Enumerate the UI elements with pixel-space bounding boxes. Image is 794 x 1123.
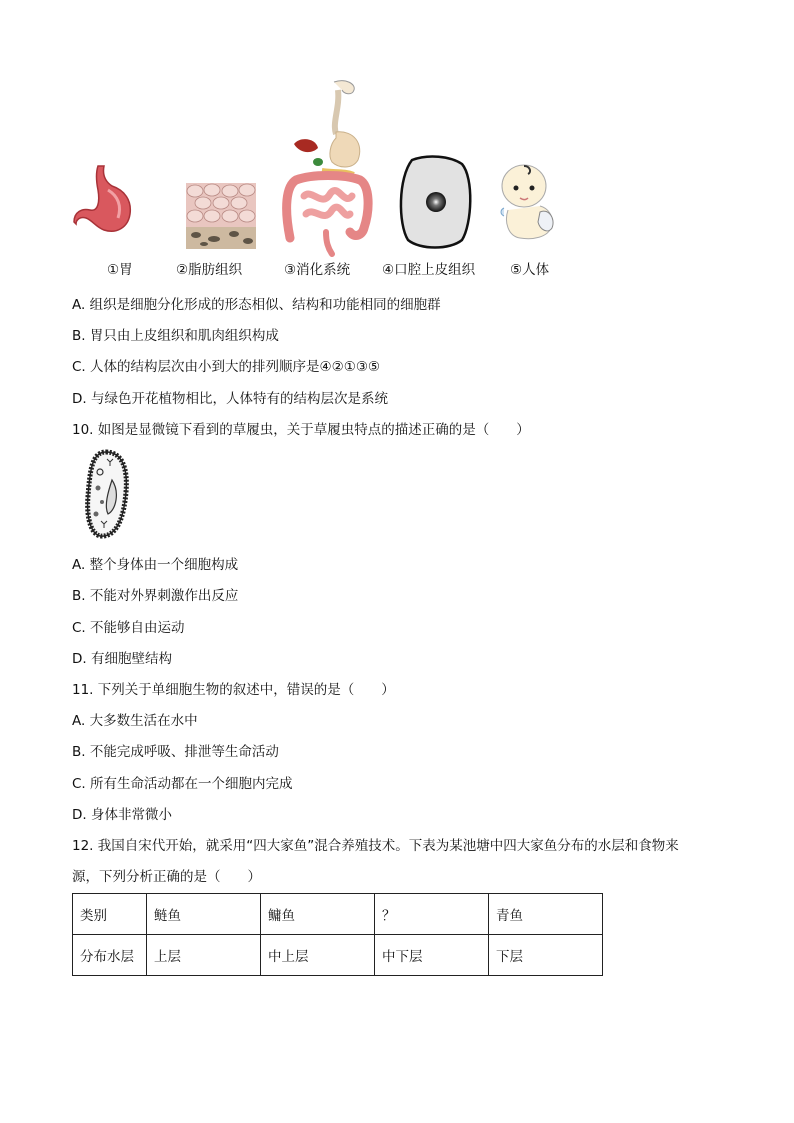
table-row	[73, 935, 603, 976]
q11-option-b: B. 不能完成呼吸、排泄等生命活动	[72, 744, 279, 760]
epithelial-cell-image	[398, 154, 474, 250]
table-cell: 上层	[147, 935, 261, 976]
q9-option-b: B. 胃只由上皮组织和肌肉组织构成	[72, 328, 279, 344]
digestive-system-image	[282, 78, 374, 258]
q12-stem-line1: 12. 我国自宋代开始，就采用“四大家鱼”混合养殖技术。下表为某池塘中四大家鱼分布的水层和食物来	[72, 838, 679, 854]
table-cell: 鳙鱼	[261, 894, 375, 935]
figure-label-digestive-system: ③消化系统	[284, 262, 351, 278]
table-cell: 青鱼	[489, 894, 603, 935]
figure-label-human-body: ⑤人体	[510, 262, 550, 278]
q11-option-d: D. 身体非常微小	[72, 807, 172, 823]
figure-label-epithelial-tissue: ④口腔上皮组织	[382, 262, 476, 278]
figure-label-adipose-tissue: ②脂肪组织	[176, 262, 243, 278]
q10-option-b: B. 不能对外界刺激作出反应	[72, 588, 239, 604]
paramecium-image	[82, 448, 132, 542]
q10-option-a: A. 整个身体由一个细胞构成	[72, 557, 239, 573]
q9-option-c: C. 人体的结构层次由小到大的排列顺序是④②①③⑤	[72, 359, 381, 375]
table-cell: 分布水层	[73, 935, 147, 976]
q9-option-d: D. 与绿色开花植物相比，人体特有的结构层次是系统	[72, 391, 388, 407]
human-body-image	[498, 162, 560, 242]
table-cell: 中上层	[261, 935, 375, 976]
table-cell: 类别	[73, 894, 147, 935]
q10-stem: 10. 如图是显微镜下看到的草履虫，关于草履虫特点的描述正确的是（ ）	[72, 422, 530, 438]
fish-distribution-table	[72, 893, 603, 976]
table-cell: 鲢鱼	[147, 894, 261, 935]
adipose-tissue-image	[186, 183, 256, 249]
figure-label-stomach: ①胃	[107, 262, 133, 278]
q10-option-d: D. 有细胞壁结构	[72, 651, 172, 667]
table-cell: ？	[375, 894, 489, 935]
q9-option-a: A. 组织是细胞分化形成的形态相似、结构和功能相同的细胞群	[72, 297, 441, 313]
q11-stem: 11. 下列关于单细胞生物的叙述中，错误的是（ ）	[72, 682, 395, 698]
stomach-image	[72, 160, 154, 242]
q11-option-a: A. 大多数生活在水中	[72, 713, 198, 729]
table-cell: 下层	[489, 935, 603, 976]
q11-option-c: C. 所有生命活动都在一个细胞内完成	[72, 776, 293, 792]
table-cell: 中下层	[375, 935, 489, 976]
q10-option-c: C. 不能够自由运动	[72, 620, 185, 636]
table-row	[73, 894, 603, 935]
q12-stem-line2: 源，下列分析正确的是（ ）	[72, 869, 261, 885]
